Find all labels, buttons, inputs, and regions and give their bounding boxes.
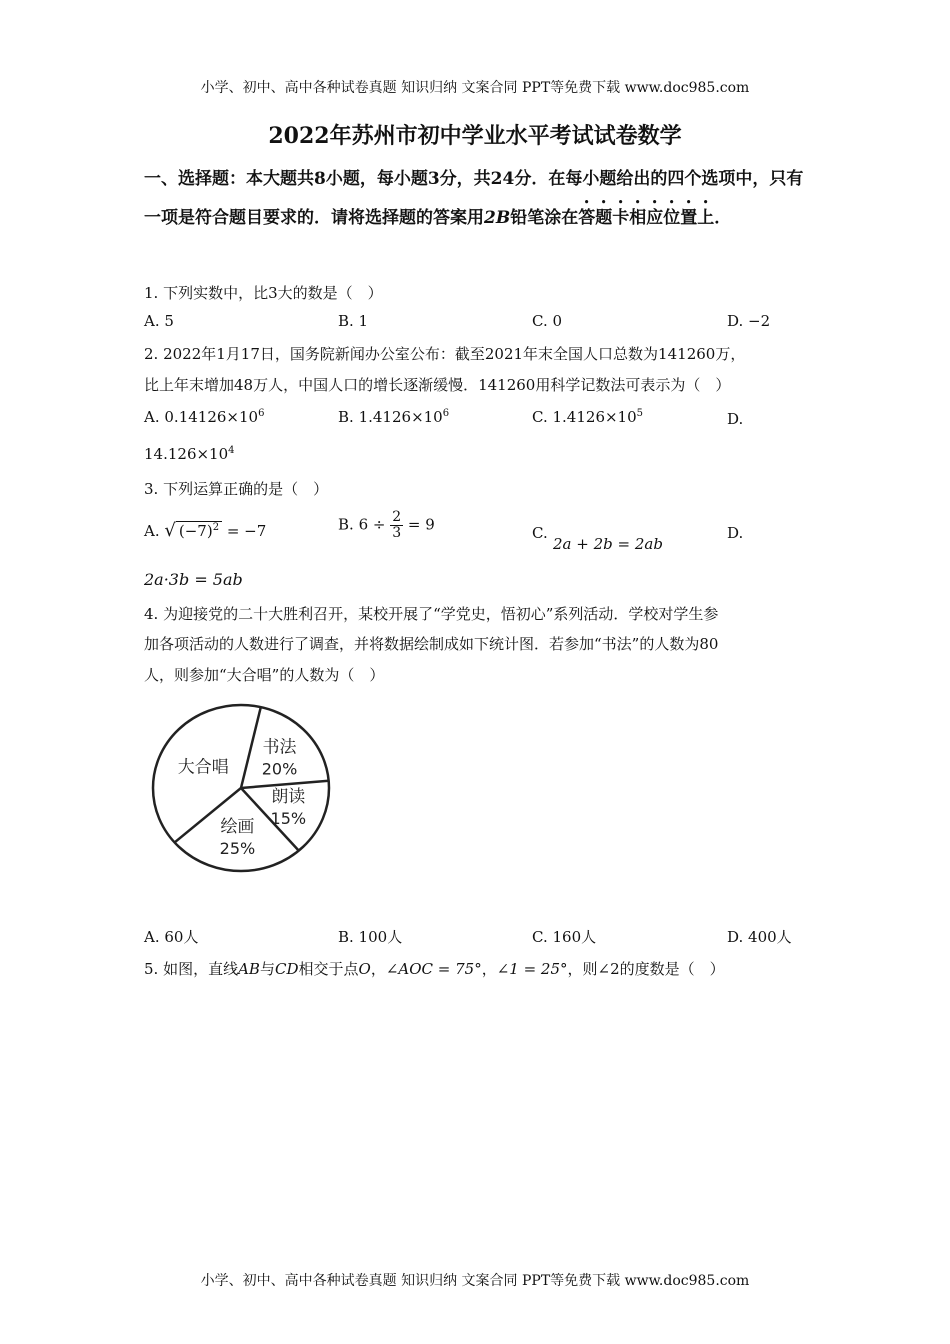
pie-value-label-1: 15% (270, 809, 307, 829)
page-header: 小学、初中、高中各种试卷真题 知识归纳 文案合同 PPT等免费下载 www.doc985.com (200, 80, 750, 96)
q1-option-b: B. 1 (338, 312, 369, 330)
section-emphasis: 答题卡相应位置上 (578, 208, 715, 228)
q3-stem: 3. 下列运算正确的是（ ） (144, 480, 329, 498)
q4-line-1: 4. 为迎接党的二十大胜利召开，某校开展了“学党史，悟初心”系列活动．学校对学生参 (144, 605, 719, 623)
section-instructions (144, 160, 814, 237)
q2-option-c: C. $1.4126\times 10^5$ (532, 408, 644, 426)
pie-value-label-2: 25% (219, 839, 256, 859)
q4-line-2: 加各项活动的人数进行了调查，并将数据绘制成如下统计图．若参加“书法”的人数为80 (144, 635, 719, 653)
q3-option-c: 2a + 2b = 2ab (553, 535, 663, 553)
pencil-type: 2B (484, 208, 511, 228)
pie-label-3: 大合唱 (177, 757, 229, 778)
q3-option-b: B. 6 ÷ $\frac{2}{3}$ = 9 (338, 509, 435, 541)
q2-line-2: 比上年末增加48万人，中国人口的增长逐渐缓慢．141260用科学记数法可表示为（ ） (144, 376, 731, 394)
q4-option-c: C. 160人 (532, 928, 597, 946)
q4-line-3: 人，则参加“大合唱”的人数为（ ） (144, 666, 385, 684)
pie-label-1: 朗读 (271, 787, 306, 808)
page-footer: 小学、初中、高中各种试卷真题 知识归纳 文案合同 PPT等免费下载 www.doc985.com (200, 1273, 750, 1289)
q1-option-c: C. 0 (532, 312, 563, 330)
q2-option-d: $14.126\times 10^4$ (144, 445, 235, 463)
pie-label-0: 书法 (262, 737, 297, 758)
q3-option-d-label: D. (727, 524, 744, 542)
q5-stem: 5. 如图，直线AB与CD相交于点O，∠AOC = 75°，∠1 = 25°，则∠2的度数是（ ） (144, 960, 725, 978)
q2-line-1: 2. 2022年1月17日，国务院新闻办公室公布：截至2021年末全国人口总数为141260万， (144, 345, 746, 363)
q4-option-b: B. 100人 (338, 928, 403, 946)
q2-option-d-label: D. (727, 410, 744, 428)
section-text-2: 铅笔涂在 (510, 208, 579, 228)
q3-option-c-label: C. (532, 524, 548, 542)
q4-option-d: D. 400人 (727, 928, 792, 946)
pie-value-label-0: 20% (261, 759, 298, 779)
q3-option-a: A. √ $(-7)^2 = -7$ (144, 520, 267, 541)
q4-option-a: A. 60人 (144, 928, 199, 946)
q1-stem: 1. 下列实数中，比3大的数是（ ） (144, 284, 383, 302)
q3-option-d: 2a·3b = 5ab (144, 570, 243, 589)
pie-label-2: 绘画 (220, 817, 255, 838)
q1-option-a: A. 5 (144, 312, 174, 330)
section-text-1: 一、选择题：本大题共8小题，每小题3分，共24分．在每小题给出的四个选项中，只有一项是符合题目要求的．请将选择题的答案用 (144, 169, 804, 228)
section-end: ． (714, 208, 732, 228)
q2-option-b: B. $1.4126\times 10^6$ (338, 408, 450, 426)
exam-title: 2022年苏州市初中学业水平考试试卷数学 (268, 123, 682, 149)
pie-chart (150, 702, 332, 874)
q1-option-d: D. −2 (727, 312, 771, 330)
q2-option-a: A. $0.14126\times 10^6$ (144, 408, 265, 426)
